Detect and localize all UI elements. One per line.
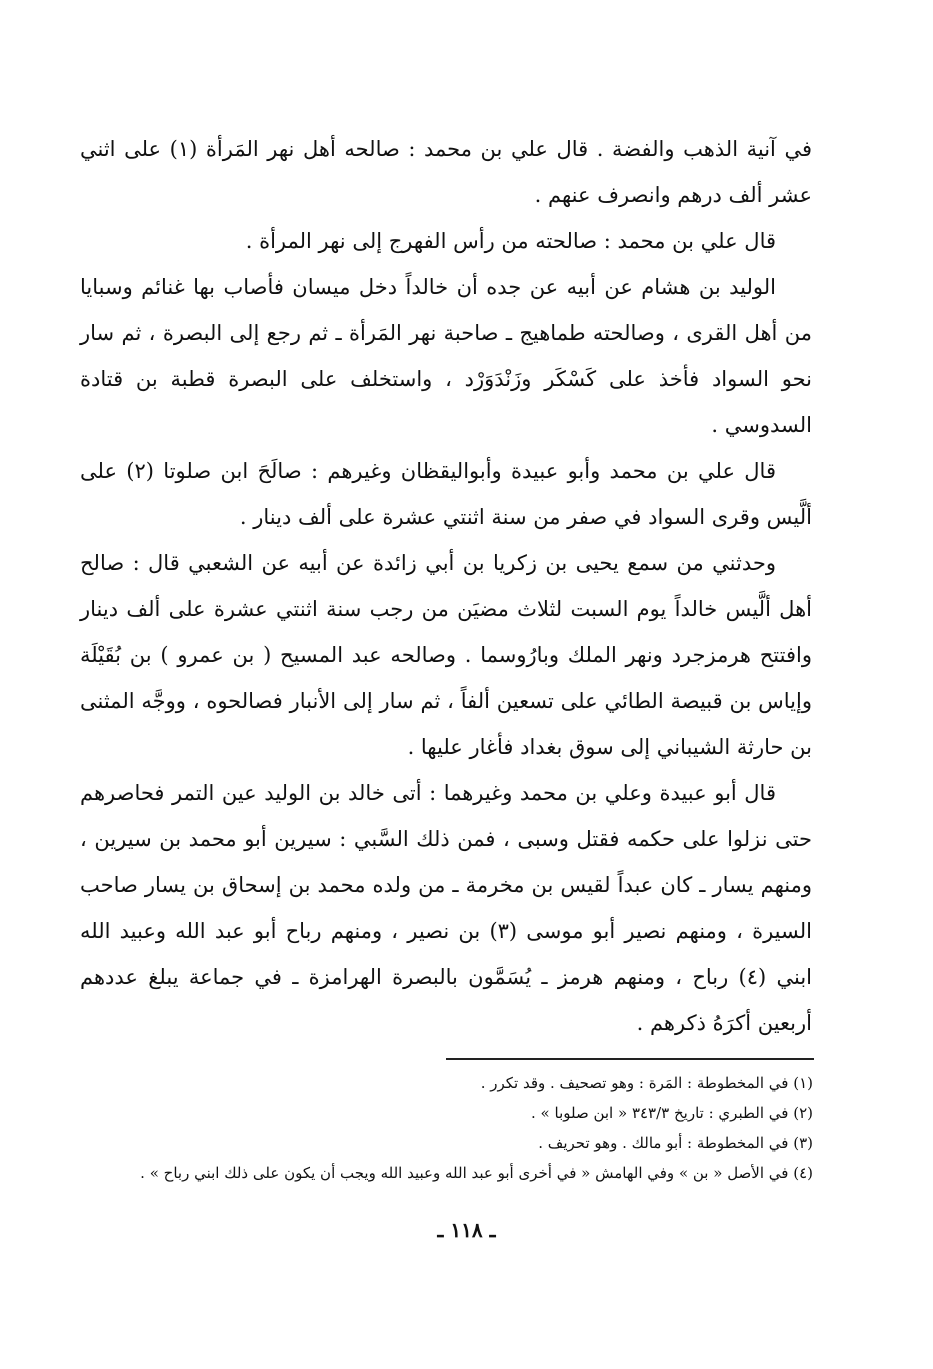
paragraph-4: قال علي بن محمد وأبو عبيدة وأبواليقظان وغيرهم : صالَحَ ابن صلوتا (٢) على ألَّيس وقرى السواد في صفر من سنة اثنتي عشرة على ألف دينار . xyxy=(80,459,812,529)
paragraph-5: وحدثني من سمع يحيى بن زكريا بن أبي زائدة عن أبيه عن الشعبي قال : صالح أهل ألَّيس خالداً يوم السبت لثلاث مضيَن من رجب سنة اثنتي عشرة على ألف دينار وافتتح هرمزجرد ونهر الملك وبارُوسما . وصالحه عبد المسيح ( بن عمرو ) بن بُقَيْلَة وإياس بن قبيصة الطائي على تسعين ألفاً ، ثم سار إلى الأنبار فصالحوه ، ووجَّه المثنى بن حارثة الشيباني إلى سوق بغداد فأغار عليها . xyxy=(80,551,812,759)
footnote-1: (١) في المخطوطة : المَرة : وهو تصحيف . وقد تكرر . xyxy=(480,1074,813,1092)
paragraph-6: قال أبو عبيدة وعلي بن محمد وغيرهما : أتى خالد بن الوليد عين التمر فحاصرهم حتى نزلوا على حكمه فقتل وسبى ، فمن ذلك السَّبي : سيرين أبو محمد بن سيرين ، ومنهم يسار ـ كان عبداً لقيس بن مخرمة ـ من ولده محمد بن إسحاق بن يسار صاحب السيرة ، ومنهم نصير أبو موسى (٣) بن نصير ، ومنهم رباح أبو عبد الله وعبيد الله ابني (٤) رباح ، ومنهم هرمز ـ يُسَمَّون بالبصرة الهرامزة ـ في جماعة يبلغ عددهم أربعين أكرَهُ ذكرهم . xyxy=(80,781,813,1035)
page-number: ـ ١١٨ ـ xyxy=(437,1218,496,1242)
paragraph-2: قال علي بن محمد : صالحته من رأس الفهرج إلى نهر المرأة . xyxy=(245,229,776,253)
footnotes xyxy=(60,1068,813,1188)
footnote-2: (٢) في الطبري : تاريخ ٣٤٣/٣ « ابن صلوبا » . xyxy=(531,1104,813,1122)
paragraph-1: في آنية الذهب والفضة . قال علي بن محمد : صالحه أهل نهر المَرأة (١) على اثني عشر ألف درهم وانصرف عنهم . xyxy=(80,137,812,207)
footnote-divider xyxy=(446,1058,814,1060)
footnote-3: (٣) في المخطوطة : أبو مالك . وهو تحريف . xyxy=(538,1134,813,1152)
footnote-4: (٤) في الأصل « بن » وفي الهامش « في أخرى أبو عبد الله وعبيد الله ويجب أن يكون على ذلك ابني رباح » . xyxy=(140,1164,813,1182)
paragraph-3: الوليد بن هشام عن أبيه عن جده أن خالداً دخل ميسان فأصاب بها غنائم وسبايا من أهل القرى ، وصالحته طماهيج ـ صاحبة نهر المَرأة ـ ثم رجع إلى البصرة ، ثم سار نحو السواد فأخذ على كَسْكَر وزَنْدَوَرْد ، واستخلف على البصرة قطبة بن قتادة السدوسي . xyxy=(80,275,812,437)
main-text xyxy=(80,126,812,1046)
